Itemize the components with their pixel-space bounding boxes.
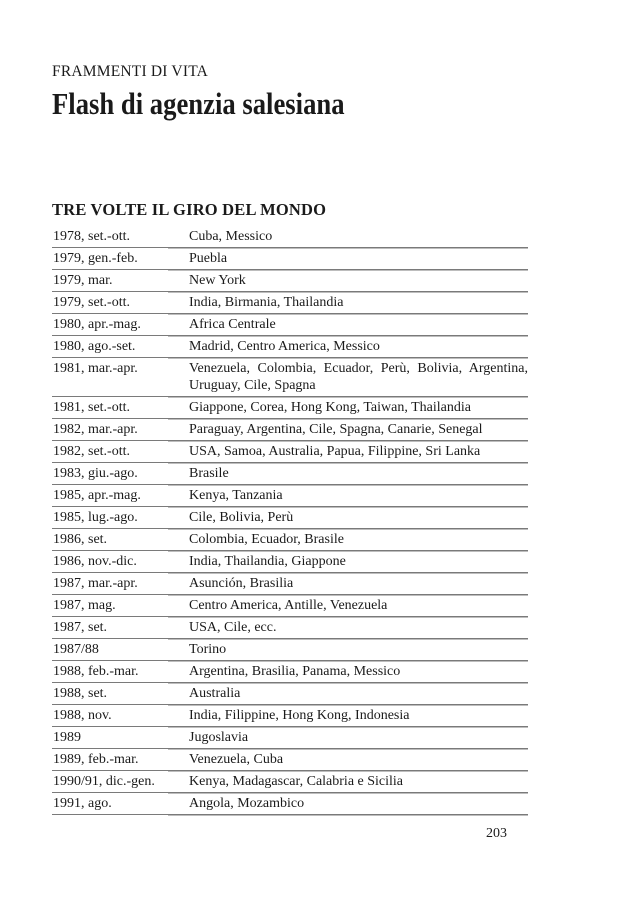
trip-destinations: India, Birmania, Thailandia: [189, 295, 344, 310]
section-heading: TRE VOLTE IL GIRO DEL MONDO: [52, 200, 327, 219]
trip-destinations: India, Filippine, Hong Kong, Indonesia: [189, 708, 410, 723]
table-row: [52, 573, 528, 595]
trip-destinations: Giappone, Corea, Hong Kong, Taiwan, Thailandia: [189, 400, 471, 415]
page-title: Flash di agenzia salesiana: [52, 86, 345, 121]
table-row: [52, 463, 528, 485]
trip-destinations: Colombia, Ecuador, Brasile: [189, 532, 344, 547]
trip-destinations: Kenya, Tanzania: [189, 488, 283, 503]
trip-destinations: Centro America, Antille, Venezuela: [189, 598, 388, 613]
trip-date: 1989: [53, 730, 81, 745]
trip-destinations: Cile, Bolivia, Perù: [189, 510, 294, 525]
trips-table: [52, 226, 528, 815]
trip-date: 1988, feb.-mar.: [53, 664, 139, 679]
trip-destinations: Madrid, Centro America, Messico: [189, 339, 380, 354]
trip-destinations: Asunción, Brasilia: [189, 576, 294, 591]
trip-destinations: Cuba, Messico: [189, 229, 273, 244]
trip-destinations: Africa Centrale: [189, 317, 276, 332]
table-row: [52, 551, 528, 573]
trip-date: 1987/88: [53, 642, 99, 657]
trip-date: 1985, apr.-mag.: [53, 488, 141, 503]
table-row: [52, 705, 528, 727]
table-row: [52, 661, 528, 683]
trip-date: 1979, set.-ott.: [53, 295, 130, 310]
trip-destinations: Jugoslavia: [189, 730, 249, 745]
trip-destinations: Paraguay, Argentina, Cile, Spagna, Canarie, Senegal: [189, 422, 483, 437]
table-row: [52, 639, 528, 661]
trip-date: 1986, nov.-dic.: [53, 554, 137, 569]
trip-date: 1987, set.: [53, 620, 108, 635]
table-row: [52, 595, 528, 617]
trip-date: 1987, mar.-apr.: [53, 576, 138, 591]
trip-destinations: Venezuela, Cuba: [189, 752, 284, 767]
trip-date: 1991, ago.: [53, 796, 112, 811]
trip-destinations: Torino: [189, 642, 227, 657]
table-row: [52, 314, 528, 336]
table-row: [52, 358, 528, 397]
trip-date: 1979, gen.-feb.: [53, 251, 138, 266]
trip-date: 1981, mar.-apr.: [53, 361, 138, 376]
trip-destinations: New York: [189, 273, 246, 288]
table-row: [52, 507, 528, 529]
table-row: [52, 226, 528, 248]
table-row: [52, 336, 528, 358]
table-row: [52, 441, 528, 463]
trip-date: 1978, set.-ott.: [53, 229, 130, 244]
trip-destinations: USA, Cile, ecc.: [189, 620, 277, 635]
trip-date: 1982, set.-ott.: [53, 444, 130, 459]
trip-destinations: India, Thailandia, Giappone: [189, 554, 346, 569]
trip-destinations: Venezuela, Colombia, Ecuador, Perù, Bolivia, Argentina, Uruguay, Cile, Spagna: [189, 361, 528, 393]
table-row: [52, 397, 528, 419]
trip-date: 1980, ago.-set.: [53, 339, 136, 354]
table-row: [52, 727, 528, 749]
table-row: [52, 248, 528, 270]
trip-date: 1980, apr.-mag.: [53, 317, 141, 332]
table-row: [52, 292, 528, 314]
table-row: [52, 793, 528, 815]
table-row: [52, 485, 528, 507]
trip-date: 1989, feb.-mar.: [53, 752, 139, 767]
table-row: [52, 617, 528, 639]
trip-destinations: USA, Samoa, Australia, Papua, Filippine, Sri Lanka: [189, 444, 481, 459]
trip-date: 1981, set.-ott.: [53, 400, 130, 415]
trip-destinations: Puebla: [189, 251, 228, 266]
table-row: [52, 419, 528, 441]
trip-destinations: Brasile: [189, 466, 229, 481]
trip-destinations: Kenya, Madagascar, Calabria e Sicilia: [189, 774, 404, 789]
trip-date: 1982, mar.-apr.: [53, 422, 138, 437]
trip-date: 1987, mag.: [53, 598, 116, 613]
trip-date: 1979, mar.: [53, 273, 113, 288]
trip-date: 1988, nov.: [53, 708, 112, 723]
table-row: [52, 683, 528, 705]
trip-date: 1988, set.: [53, 686, 108, 701]
trip-date: 1985, lug.-ago.: [53, 510, 138, 525]
trip-date: 1990/91, dic.-gen.: [53, 774, 155, 789]
section-kicker: FRAMMENTI DI VITA: [52, 63, 209, 80]
table-row: [52, 270, 528, 292]
trip-destinations: Argentina, Brasilia, Panama, Messico: [189, 664, 401, 679]
trip-destinations: Australia: [189, 686, 241, 701]
table-row: [52, 771, 528, 793]
trip-destinations: Angola, Mozambico: [189, 796, 305, 811]
table-row: [52, 529, 528, 551]
page-number: 203: [486, 826, 507, 841]
trip-date: 1983, giu.-ago.: [53, 466, 138, 481]
table-row: [52, 749, 528, 771]
trip-date: 1986, set.: [53, 532, 108, 547]
